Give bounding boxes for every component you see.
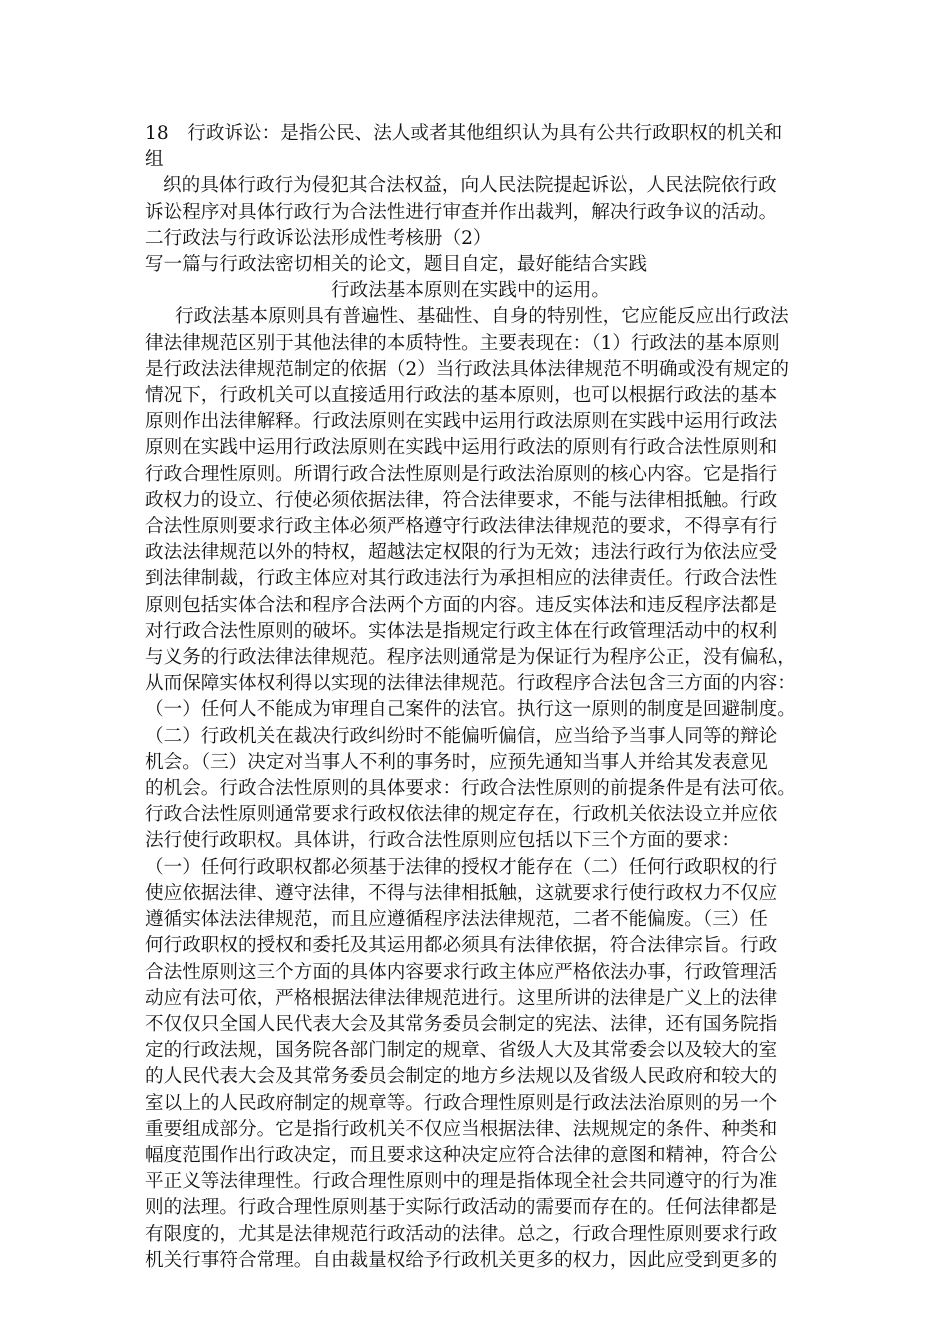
body-line: 有限度的，尤其是法律规范行政活动的法律。总之，行政合理性原则要求行政 <box>145 1223 778 1245</box>
body-line: 平正义等法律理性。行政合理性原则中的理是指体现全社会共同遵守的行为准 <box>145 1171 778 1193</box>
body-line: 到法律制裁，行政主体应对其行政违法行为承担相应的法律责任。行政合法性 <box>145 568 778 590</box>
body-line: 则的法理。行政合理性原则基于实际行政活动的需要而存在的。任何法律都是 <box>145 1197 778 1219</box>
essay-title: 行政法基本原则在实践中的运用。 <box>331 280 610 302</box>
body-line: 何行政职权的授权和委托及其运用都必须具有法律依据，符合法律宗旨。行政 <box>145 935 778 957</box>
body-line: 原则作出法律解释。行政法原则在实践中运用行政法原则在实践中运用行政法 <box>145 411 778 433</box>
body-line: 重要组成部分。它是指行政机关不仅应当根据法律、法规规定的条件、种类和 <box>145 1118 778 1140</box>
body-line: 机关行事符合常理。自由裁量权给予行政机关更多的权力，因此应受到更多的 <box>145 1249 778 1271</box>
body-line: 室以上的人民政府制定的规章等。行政合理性原则是行政法法治原则的另一个 <box>145 1092 778 1114</box>
body-line: 合法性原则要求行政主体必须严格遵守行政法律法律规范的要求，不得享有行 <box>145 516 778 538</box>
intro-line-3: 织的具体行政行为侵犯其合法权益，向人民法院提起诉讼，人民法院依行政 <box>163 175 777 197</box>
body-line: 定的行政法规，国务院各部门制定的规章、省级人大及其常委会以及较大的室 <box>145 1040 778 1062</box>
body-line: 行政合理性原则。所谓行政合法性原则是行政法治原则的核心内容。它是指行 <box>145 463 778 485</box>
assignment-prompt: 写一篇与行政法密切相关的论文，题目自定，最好能结合实践 <box>145 254 648 276</box>
body-line: 与义务的行政法律法律规范。程序法则通常是为保证行为程序公正，没有偏私， <box>145 647 796 669</box>
body-line: 是行政法法律规范制定的依据（2）当行政法具体法律规范不明确或没有规定的 <box>145 358 790 380</box>
body-line: 原则在实践中运用行政法原则在实践中运用行政法的原则有行政合法性原则和 <box>145 437 778 459</box>
body-line: 不仅仅只全国人民代表大会及其常务委员会制定的宪法、法律，还有国务院指 <box>145 1013 778 1035</box>
body-line: 使应依据法律、遵守法律，不得与法律相抵触，这就要求行使行政权力不仅应 <box>145 882 778 904</box>
body-line: 政权力的设立、行使必须依据法律，符合法律要求，不能与法律相抵触。行政 <box>145 489 778 511</box>
intro-line-1: 18 行政诉讼：是指公民、法人或者其他组织认为具有公共行政职权的机关和 <box>145 123 783 144</box>
body-line: 律法律规范区别于其他法律的本质特性。主要表现在：（1）行政法的基本原则 <box>145 332 780 354</box>
intro-line-2: 组 <box>145 149 164 171</box>
body-line: 动应有法可依，严格根据法律法律规范进行。这里所讲的法律是广义上的法律 <box>145 987 778 1009</box>
body-line: 行政法基本原则具有普遍性、基础性、自身的特别性，它应能反应出行政法 <box>175 306 789 328</box>
body-line: （一）任何行政职权都必须基于法律的授权才能存在（二）任何行政职权的行 <box>145 856 778 878</box>
body-line: （一）任何人不能成为审理自己案件的法官。执行这一原则的制度是回避制度。 <box>145 699 796 721</box>
body-line: 的机会。行政合法性原则的具体要求：行政合法性原则的前提条件是有法可依。 <box>145 778 796 800</box>
body-line: 原则包括实体合法和程序合法两个方面的内容。违反实体法和违反程序法都是 <box>145 594 778 616</box>
section-heading: 二行政法与行政诉讼法形成性考核册（2） <box>145 227 492 249</box>
intro-line-4: 诉讼程序对具体行政行为合法性进行审查并作出裁判，解决行政争议的活动。 <box>145 201 778 223</box>
body-line: 机会。（三）决定对当事人不利的事务时，应预先通知当事人并给其发表意见 <box>145 751 768 773</box>
body-line: 合法性原则这三个方面的具体内容要求行政主体应严格依法办事，行政管理活 <box>145 961 778 983</box>
body-line: 政法法律规范以外的特权，超越法定权限的行为无效；违法行政行为依法应受 <box>145 542 778 564</box>
body-line: 对行政合法性原则的破坏。实体法是指规定行政主体在行政管理活动中的权利 <box>145 620 778 642</box>
essay-body <box>145 304 813 1274</box>
body-line: 的人民代表大会及其常务委员会制定的地方乡法规以及省级人民政府和较大的 <box>145 1066 778 1088</box>
body-line: （二）行政机关在裁决行政纠纷时不能偏听偏信，应当给予当事人同等的辩论 <box>145 725 778 747</box>
body-line: 从而保障实体权利得以实现的法律法律规范。行政程序合法包含三方面的内容： <box>145 673 796 695</box>
body-line: 情况下，行政机关可以直接适用行政法的基本原则，也可以根据行政法的基本 <box>145 385 778 407</box>
body-line: 行政合法性原则通常要求行政权依法律的规定存在，行政机关依法设立并应依 <box>145 804 778 826</box>
document-page <box>145 121 813 1274</box>
body-line: 遵循实体法法律规范，而且应遵循程序法法律规范，二者不能偏废。（三）任 <box>145 909 768 931</box>
body-line: 法行使行政职权。具体讲，行政合法性原则应包括以下三个方面的要求： <box>145 830 741 852</box>
body-line: 幅度范围作出行政决定，而且要求这种决定应符合法律的意图和精神，符合公 <box>145 1144 778 1166</box>
